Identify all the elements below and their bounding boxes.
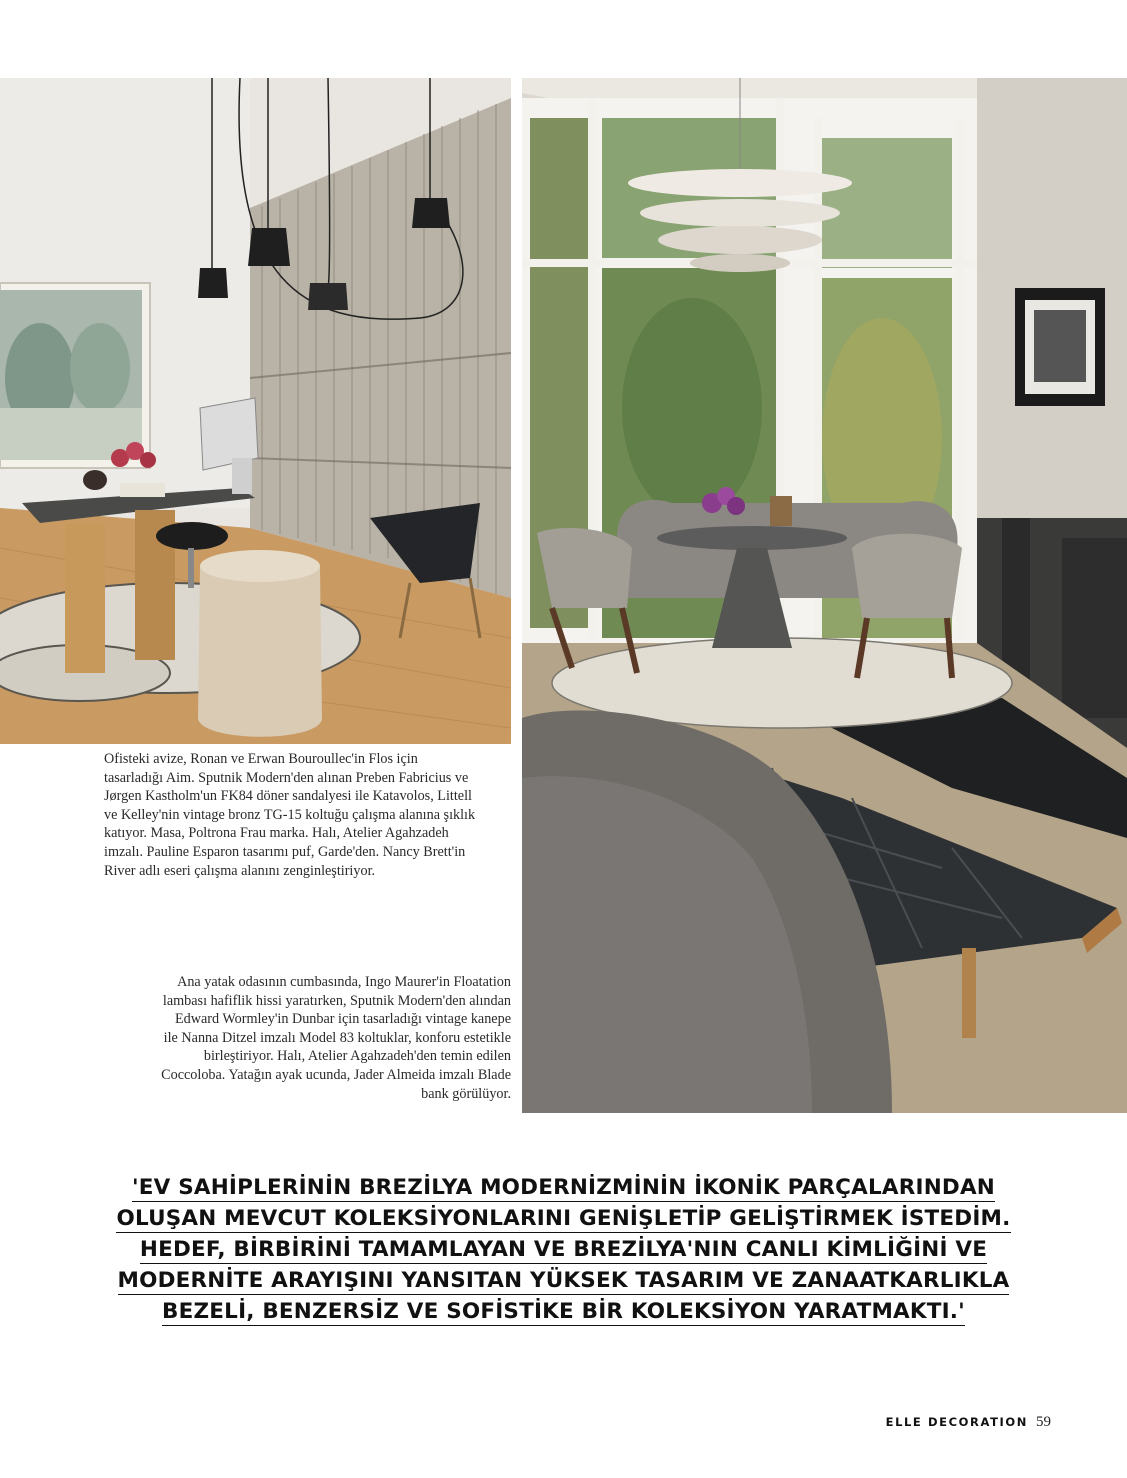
page-footer [886,1414,1051,1431]
office-photo [0,78,511,744]
bedroom-caption: Ana yatak odasının cumbasında, Ingo Maurer'in Floatation lambası hafiflik hissi yaratırken, Sputnik Modern'den alından Edward Wormley'in Dunbar için tasarladığı vintage kanepe ile Nanna Ditzel imzalı Model 83 koltuklar, konforu estetikle birleştiriyor. Halı, Atelier Agahzadeh'den temin edilen Coccoloba. Yatağın ayak ucunda, Jader Almeida imzalı Blade bank görülüyor. [161,974,511,1102]
magazine-brand: ELLE DECORATION [885,1415,1028,1429]
office-caption: Ofisteki avize, Ronan ve Erwan Bouroullec'in Flos için tasarladığı Aim. Sputnik Modern'den alınan Preben Fabricius ve Jørgen Kastholm'un FK84 döner sandalyesi ile Katavolos, Littell ve Kelley'nin vintage bronz TG-15 koltuğu çalışma alanına şıklık katıyor. Masa, Poltrona Frau marka. Halı, Atelier Agahzadeh imzalı. Pauline Esparon tasarımı puf, Garde'den. Nancy Brett'in River adlı eseri çalışma alanını zenginleştiriyor. [104,751,476,879]
pull-quote-text: 'EV SAHİPLERİNİN BREZİLYA MODERNİZMİNİN İKONİK PARÇALARINDAN OLUŞAN MEVCUT KOLEKSİYONLARINI GENİŞLETİP GELİŞTİRMEK İSTEDİM. HEDEF, BİRBİRİNİ TAMAMLAYAN VE BREZİLYA'NIN CANLI KİMLİĞİNİ VE MODERNİTE ARAYIŞINI YANSITAN YÜKSEK TASARIM VE ZANAATKARLIKLA BEZELİ, BENZERSİZ VE SOFİSTİKE BİR KOLEKSİYON YARATMAKTI.' [116,1175,1011,1324]
bedroom-photo [522,78,1127,1113]
page-number: 59 [1036,1414,1051,1430]
pull-quote [100,1172,1027,1327]
